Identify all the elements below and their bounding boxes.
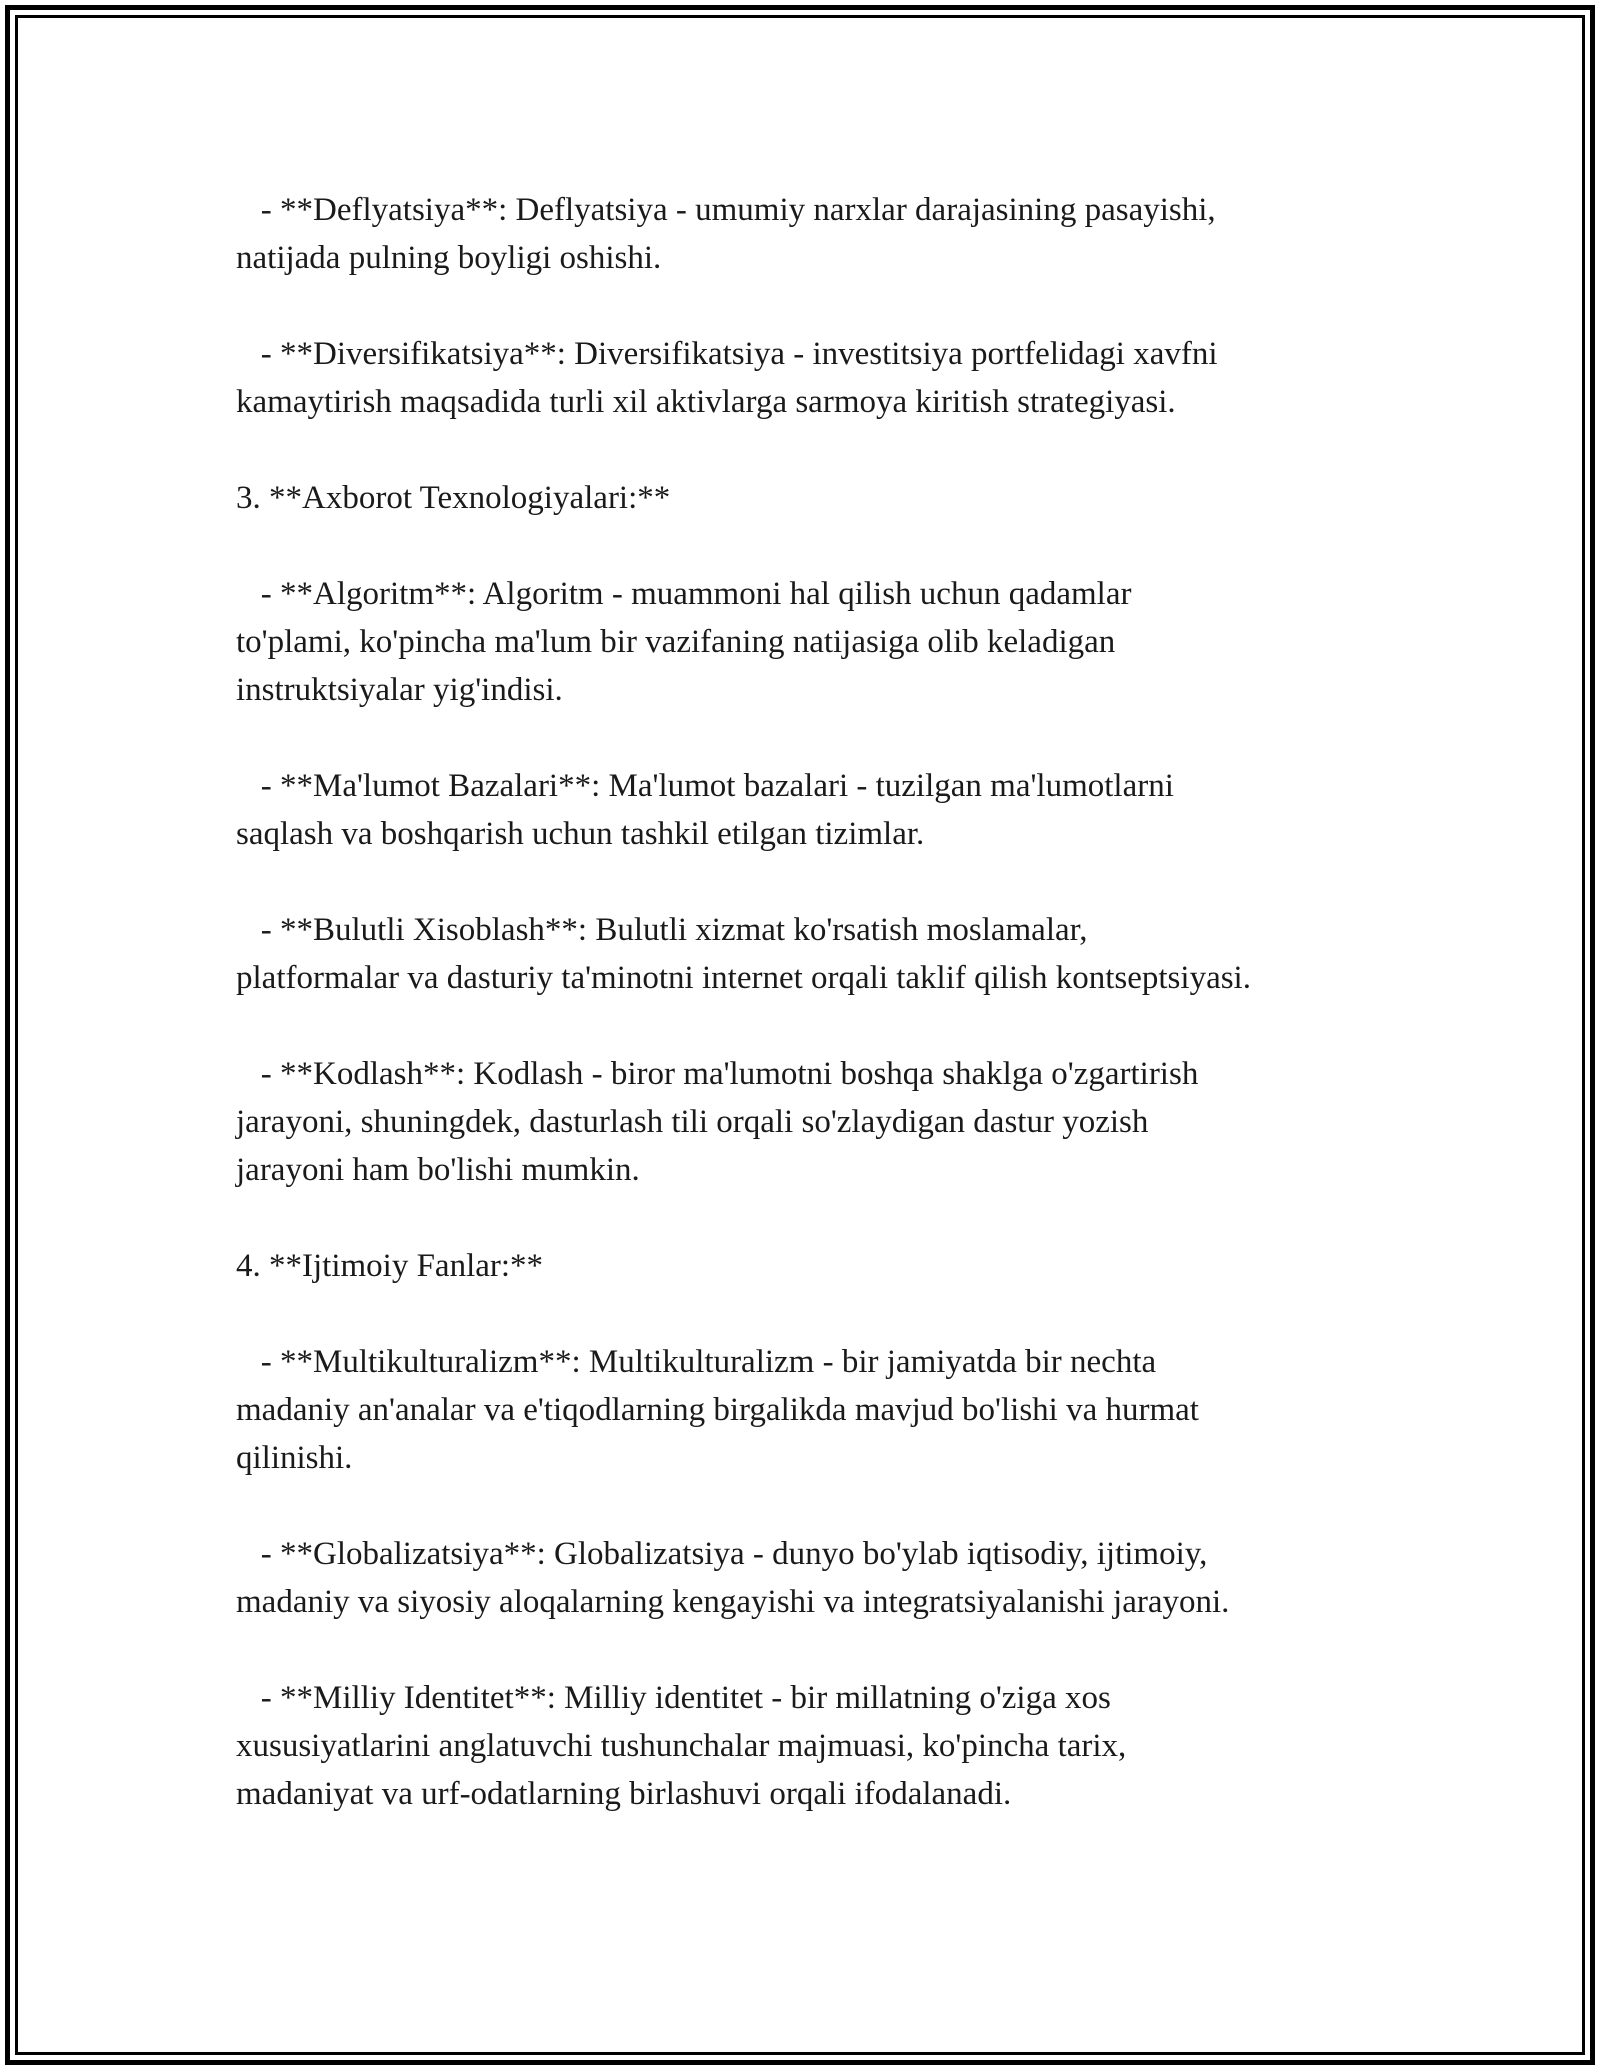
text-line: 4. **Ijtimoiy Fanlar:** xyxy=(236,1248,544,1284)
text-line: - **Diversifikatsiya**: Diversifikatsiya - investitsiya portfelidagi xavfni xyxy=(236,336,1218,372)
paragraph-multikulturalizm xyxy=(236,1338,1436,1482)
text-line: jarayoni ham bo'lishi mumkin. xyxy=(236,1152,640,1188)
paragraph-deflyatsiya xyxy=(236,186,1436,282)
text-line: to'plami, ko'pincha ma'lum bir vazifaning natijasiga olib keladigan xyxy=(236,624,1116,660)
section-heading-axborot-texnologiyalari xyxy=(236,474,1436,522)
text-line: qilinishi. xyxy=(236,1440,353,1476)
text-line: - **Globalizatsiya**: Globalizatsiya - dunyo bo'ylab iqtisodiy, ijtimoiy, xyxy=(236,1536,1208,1572)
paragraph-globalizatsiya xyxy=(236,1530,1436,1626)
document-body xyxy=(236,186,1436,1866)
text-line: madaniyat va urf-odatlarning birlashuvi orqali ifodalanadi. xyxy=(236,1776,1012,1812)
paragraph-malumot-bazalari xyxy=(236,762,1436,858)
text-line: natijada pulning boyligi oshishi. xyxy=(236,240,662,276)
text-line: instruktsiyalar yig'indisi. xyxy=(236,672,563,708)
section-heading-ijtimoiy-fanlar xyxy=(236,1242,1436,1290)
paragraph-algoritm xyxy=(236,570,1436,714)
text-line: - **Deflyatsiya**: Deflyatsiya - umumiy narxlar darajasining pasayishi, xyxy=(236,192,1216,228)
text-line: - **Milliy Identitet**: Milliy identitet - bir millatning o'ziga xos xyxy=(236,1680,1111,1716)
paragraph-diversifikatsiya xyxy=(236,330,1436,426)
text-line: - **Bulutli Xisoblash**: Bulutli xizmat ko'rsatish moslamalar, xyxy=(236,912,1088,948)
paragraph-bulutli-xisoblash xyxy=(236,906,1436,1002)
paragraph-milliy-identitet xyxy=(236,1674,1436,1818)
text-line: platformalar va dasturiy ta'minotni internet orqali taklif qilish kontseptsiyasi. xyxy=(236,960,1251,996)
text-line: madaniy va siyosiy aloqalarning kengayishi va integratsiyalanishi jarayoni. xyxy=(236,1584,1230,1620)
text-line: - **Kodlash**: Kodlash - biror ma'lumotni boshqa shaklga o'zgartirish xyxy=(236,1056,1199,1092)
text-line: jarayoni, shuningdek, dasturlash tili orqali so'zlaydigan dastur yozish xyxy=(236,1104,1149,1140)
text-line: - **Ma'lumot Bazalari**: Ma'lumot bazalari - tuzilgan ma'lumotlarni xyxy=(236,768,1174,804)
text-line: madaniy an'analar va e'tiqodlarning birgalikda mavjud bo'lishi va hurmat xyxy=(236,1392,1199,1428)
text-line: saqlash va boshqarish uchun tashkil etilgan tizimlar. xyxy=(236,816,925,852)
text-line: - **Algoritm**: Algoritm - muammoni hal qilish uchun qadamlar xyxy=(236,576,1132,612)
text-line: kamaytirish maqsadida turli xil aktivlarga sarmoya kiritish strategiyasi. xyxy=(236,384,1176,420)
paragraph-kodlash xyxy=(236,1050,1436,1194)
text-line: xususiyatlarini anglatuvchi tushunchalar majmuasi, ko'pincha tarix, xyxy=(236,1728,1127,1764)
text-line: 3. **Axborot Texnologiyalari:** xyxy=(236,480,671,516)
text-line: - **Multikulturalizm**: Multikulturalizm - bir jamiyatda bir nechta xyxy=(236,1344,1157,1380)
